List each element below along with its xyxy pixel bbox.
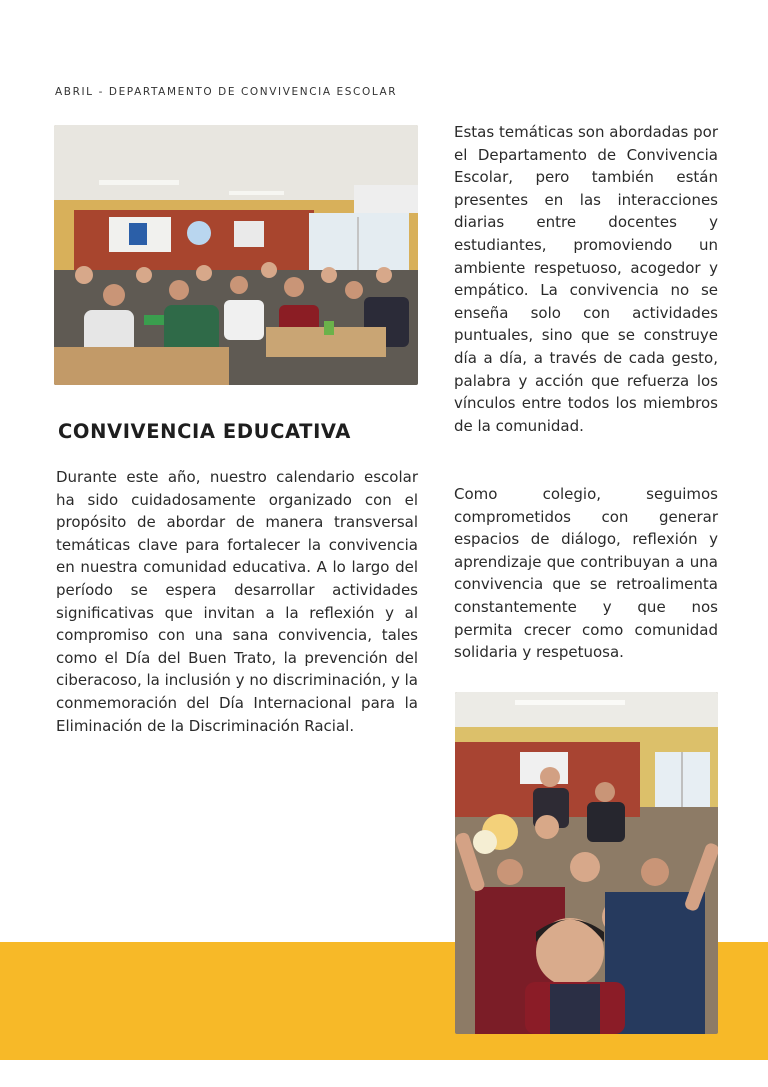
section-title: CONVIVENCIA EDUCATIVA: [58, 420, 351, 443]
students-photo: [455, 692, 718, 1034]
classroom-photo: [54, 125, 418, 385]
right-paragraph-1: Estas temáticas son abordadas por el Departamento de Convivencia Escolar, pero también están presentes en las interacciones diarias entre docentes y estudiantes, promoviendo un ambiente respetuoso, acogedor y empático. La convivencia no se enseña solo con actividades puntuales, sino que se construye día a día, a través de cada gesto, palabra y acción que refuerza los vínculos entre todos los miembros de la comunidad.: [454, 123, 718, 435]
page-header-label: ABRIL - DEPARTAMENTO DE CONVIVENCIA ESCOLAR: [55, 86, 398, 98]
right-paragraph-2: Como colegio, seguimos comprometidos con generar espacios de diálogo, reflexión y aprendizaje que contribuyan a una convivencia que se retroalimenta constantemente y que nos permita crecer como comunidad solidaria y respetuosa.: [454, 485, 718, 662]
section-body: Durante este año, nuestro calendario escolar ha sido cuidadosamente organizado con el propósito de abordar de manera transversal temáticas clave para fortalecer la convivencia en nuestra comunidad educativa. A lo largo del período se espera desarrollar actividades significativas que invitan a la reflexión y al compromiso con una sana convivencia, tales como el Día del Buen Trato, la prevención del ciberacoso, la inclusión y no discriminación, y la conmemoración del Día Internacional para la Eliminación de la Discriminación Racial.: [56, 468, 418, 735]
